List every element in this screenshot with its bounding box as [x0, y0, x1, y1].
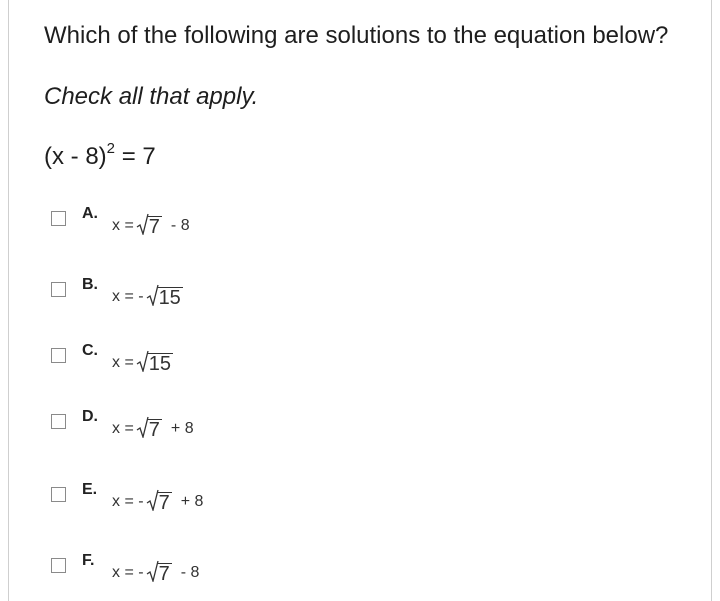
option-f-checkbox[interactable] [51, 558, 66, 573]
option-c-radicand: 15 [148, 353, 172, 375]
equation [44, 140, 156, 171]
option-b-letter: B. [82, 276, 98, 293]
option-a-lhs: x = [112, 217, 134, 234]
option-e-letter: E. [82, 481, 98, 498]
question-card [8, 0, 712, 601]
option-c-lhs: x = [112, 354, 134, 371]
option-d[interactable] [51, 408, 194, 441]
option-e-radicand: 7 [158, 492, 170, 514]
option-c-checkbox[interactable] [51, 348, 66, 363]
option-f[interactable] [51, 552, 200, 585]
option-d-sqrt [136, 416, 162, 441]
option-b-radicand: 15 [158, 287, 181, 309]
option-d-letter: D. [82, 408, 98, 425]
option-a-sqrt [136, 213, 162, 238]
option-e-lhs: x = - [112, 493, 144, 510]
equation-base: (x - 8) [44, 143, 107, 170]
option-e-checkbox[interactable] [51, 487, 66, 502]
option-b-checkbox[interactable] [51, 282, 66, 297]
option-c-letter: C. [82, 342, 98, 359]
option-d-lhs: x = [112, 420, 134, 437]
option-b[interactable] [51, 276, 192, 309]
option-a-checkbox[interactable] [51, 211, 66, 226]
option-a-radicand: 7 [148, 216, 160, 238]
equation-rhs: = 7 [121, 143, 156, 170]
option-a-tail: - 8 [170, 217, 190, 234]
option-d-radicand: 7 [148, 419, 160, 441]
option-d-expression [112, 416, 194, 441]
option-b-sqrt [146, 284, 183, 309]
option-f-expression [112, 560, 200, 585]
question-prompt: Which of the following are solutions to the equation below? [44, 22, 669, 49]
question-instruction: Check all that apply. [44, 83, 259, 110]
option-a-expression [112, 213, 190, 238]
option-e-sqrt [146, 489, 172, 514]
option-e-expression [112, 489, 204, 514]
option-f-radicand: 7 [158, 563, 170, 585]
option-a[interactable] [51, 205, 190, 238]
option-c-sqrt [136, 350, 173, 375]
option-e[interactable] [51, 481, 204, 514]
option-e-tail: + 8 [180, 493, 204, 510]
option-b-lhs: x = - [112, 288, 144, 305]
option-f-sqrt [146, 560, 172, 585]
option-b-expression [112, 284, 192, 309]
equation-exponent: 2 [106, 140, 116, 157]
option-d-checkbox[interactable] [51, 414, 66, 429]
option-c-expression [112, 350, 182, 375]
option-f-lhs: x = - [112, 564, 144, 581]
option-d-tail: + 8 [170, 420, 194, 437]
option-a-letter: A. [82, 205, 98, 222]
option-f-tail: - 8 [180, 564, 200, 581]
option-f-letter: F. [82, 552, 95, 569]
option-c[interactable] [51, 342, 182, 375]
